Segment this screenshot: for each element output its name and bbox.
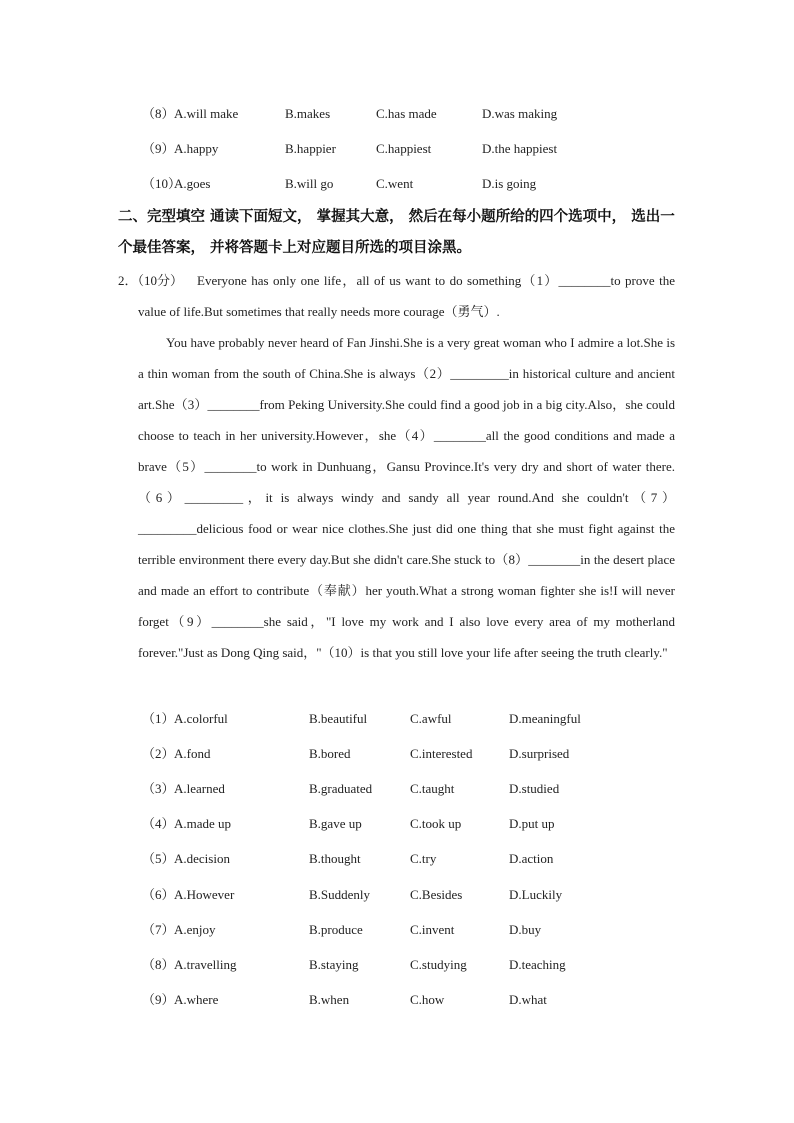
option-number: （4） xyxy=(142,816,175,831)
option-number: （10） xyxy=(142,176,182,191)
option-a: A.fond xyxy=(174,746,211,761)
passage-paragraph-1: Everyone has only one life，all of us want to do something（1）________to prove the value of life.But sometimes that really needs more courage（勇气）. xyxy=(138,273,675,319)
option-number: （8） xyxy=(142,106,175,121)
option-row xyxy=(0,814,794,834)
option-number: （9） xyxy=(142,141,175,156)
option-c: C.invent xyxy=(410,922,455,937)
option-row xyxy=(0,990,794,1010)
option-b: B.beautiful xyxy=(309,711,368,726)
option-a: A.happy xyxy=(174,141,219,156)
option-a: A.travelling xyxy=(174,957,237,972)
option-c: C.interested xyxy=(410,746,473,761)
option-b: B.thought xyxy=(309,851,361,866)
option-c: C.went xyxy=(376,176,414,191)
option-row xyxy=(0,104,794,124)
option-d: D.teaching xyxy=(509,957,566,972)
option-d: D.studied xyxy=(509,781,560,796)
option-a: A.However xyxy=(174,887,235,902)
option-c: C.taught xyxy=(410,781,455,796)
option-b: B.produce xyxy=(309,922,363,937)
option-a: A.goes xyxy=(174,176,211,191)
option-b: B.makes xyxy=(285,106,331,121)
option-b: B.Suddenly xyxy=(309,887,371,902)
option-d: D.surprised xyxy=(509,746,570,761)
option-row xyxy=(0,744,794,764)
option-d: D.action xyxy=(509,851,554,866)
option-row xyxy=(0,139,794,159)
section-heading: 二、完型填空 通读下面短文， 掌握其大意， 然后在每小题所给的四个选项中， 选出一个最佳答案， 并将答题卡上对应题目所选的项目涂黑。 xyxy=(118,209,675,256)
option-number: （2） xyxy=(142,746,175,761)
option-b: B.will go xyxy=(285,176,334,191)
option-b: B.graduated xyxy=(309,781,373,796)
option-b: B.staying xyxy=(309,957,359,972)
option-d: D.put up xyxy=(509,816,555,831)
option-c: C.happiest xyxy=(376,141,432,156)
option-c: C.awful xyxy=(410,711,452,726)
option-a: A.where xyxy=(174,992,219,1007)
option-c: C.took up xyxy=(410,816,462,831)
option-row xyxy=(0,709,794,729)
option-c: C.Besides xyxy=(410,887,463,902)
option-d: D.the happiest xyxy=(482,141,558,156)
option-c: C.has made xyxy=(376,106,437,121)
option-a: A.learned xyxy=(174,781,225,796)
option-b: B.gave up xyxy=(309,816,362,831)
option-number: （6） xyxy=(142,887,175,902)
option-row xyxy=(0,920,794,940)
option-row xyxy=(0,955,794,975)
option-number: （8） xyxy=(142,957,175,972)
option-b: B.bored xyxy=(309,746,351,761)
option-c: C.how xyxy=(410,992,445,1007)
option-c: C.try xyxy=(410,851,437,866)
option-b: B.when xyxy=(309,992,350,1007)
option-d: D.is going xyxy=(482,176,537,191)
option-number: （5） xyxy=(142,851,175,866)
option-row xyxy=(0,174,794,194)
option-b: B.happier xyxy=(285,141,336,156)
question-index: 2． xyxy=(118,273,138,288)
option-a: A.enjoy xyxy=(174,922,216,937)
option-row xyxy=(0,849,794,869)
option-number: （1） xyxy=(142,711,175,726)
option-d: D.Luckily xyxy=(509,887,563,902)
option-number: （9） xyxy=(142,992,175,1007)
option-d: D.was making xyxy=(482,106,558,121)
option-a: A.decision xyxy=(174,851,230,866)
passage-paragraph-2: You have probably never heard of Fan Jinshi.She is a very great woman who I admire a lot.She is a thin woman from the south of China.She is always（2）_________in historical culture and ancient art.She（3）________from Peking University.She could find a good job in a big city.Also，she could choose to teach in her university.However，she（4）________all the good conditions and made a brave（5）________to work in Dunhuang，Gansu Province.It's very dry and short of water there.（6）_________，it is always windy and sandy all year round.And she couldn't（7）_________delicious food or wear nice clothes.She just did one thing that she must fight against the terrible environment there every day.But she didn't care.She stuck to（8）________in the desert place and made an effort to contribute（奉献）her youth.What a strong woman fighter she is!I will never forget（9）________she said，"I love my work and I also love every area of my motherland forever."Just as Dong Qing said，"（10）is that you still love your life after seeing the truth clearly." xyxy=(138,335,675,660)
option-d: D.meaningful xyxy=(509,711,581,726)
option-number: （7） xyxy=(142,922,175,937)
option-row xyxy=(0,779,794,799)
option-a: A.will make xyxy=(174,106,239,121)
question-score: （10分） xyxy=(137,273,184,288)
option-d: D.buy xyxy=(509,922,542,937)
option-number: （3） xyxy=(142,781,175,796)
option-a: A.made up xyxy=(174,816,232,831)
option-c: C.studying xyxy=(410,957,467,972)
option-row xyxy=(0,885,794,905)
option-d: D.what xyxy=(509,992,547,1007)
option-a: A.colorful xyxy=(174,711,228,726)
